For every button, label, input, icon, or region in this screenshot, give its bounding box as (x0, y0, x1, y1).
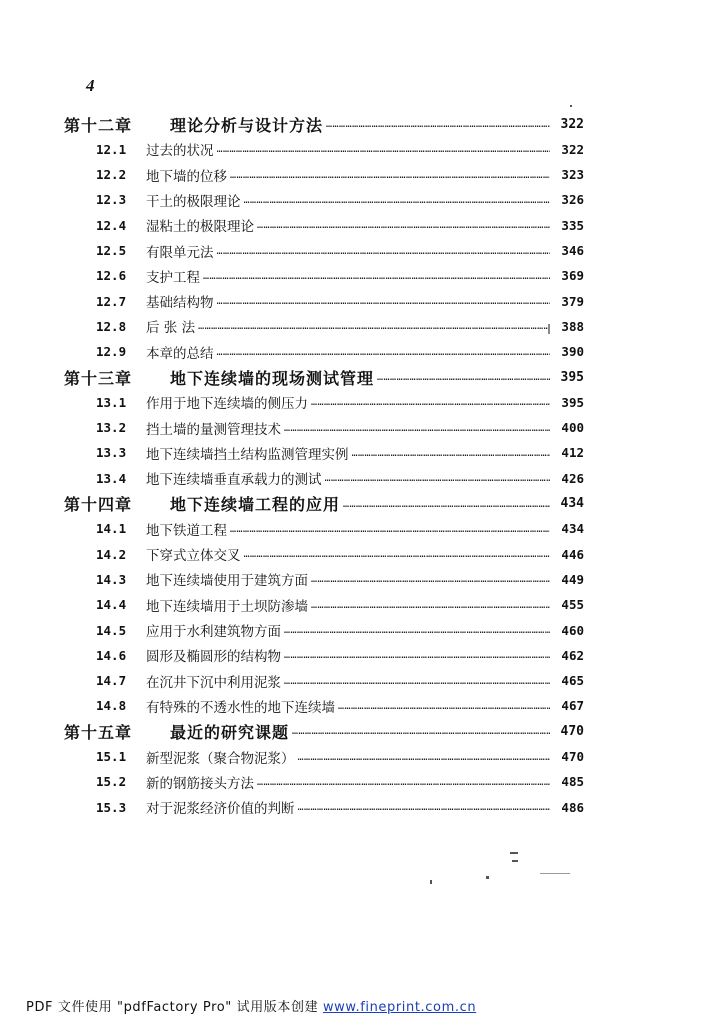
entry-page: 485 (561, 774, 584, 790)
entry-title: 后 张 法 (146, 320, 196, 337)
entry-number: 14.7 (96, 673, 127, 689)
entry-page: 323 (561, 167, 584, 183)
entry-title: 湿粘土的极限理论 (146, 219, 254, 236)
entry-title: 圆形及椭圆形的结构物 (146, 649, 281, 666)
toc-section-entry (96, 391, 584, 413)
scan-speck (540, 873, 570, 874)
entry-page: 400 (561, 420, 584, 436)
entry-number: 13.3 (96, 445, 127, 461)
dot-leader (326, 113, 550, 135)
toc-section-entry (96, 240, 584, 262)
footer-link[interactable]: www.fineprint.com.cn (322, 1000, 477, 1015)
toc-section-entry (96, 594, 584, 616)
toc-section-entry (96, 138, 584, 160)
entry-page: 335 (561, 217, 584, 233)
entry-page: 434 (560, 496, 584, 511)
entry-title: 支护工程 (146, 269, 200, 286)
dot-leader (311, 594, 550, 616)
toc-section-entry (96, 568, 584, 590)
entry-number: 12.1 (96, 141, 127, 157)
dot-leader (257, 214, 550, 236)
entry-title: 对于泥浆经济价值的判断 (146, 801, 295, 818)
entry-number: 14.2 (96, 546, 127, 562)
toc-section-entry (96, 467, 584, 489)
entry-page: 465 (561, 673, 584, 689)
toc-section-entry (96, 695, 584, 717)
toc-section-entry (96, 670, 584, 692)
entry-title: 地下连续墙用于土坝防渗墙 (146, 598, 308, 615)
entry-number: 14.6 (96, 647, 127, 663)
scan-speck (486, 876, 489, 879)
entry-number: 第十四章 (64, 495, 133, 514)
entry-number: 第十二章 (64, 115, 133, 135)
dot-leader (352, 442, 551, 464)
entry-number: 12.4 (96, 217, 127, 233)
entry-page: 388 (561, 318, 584, 334)
entry-title: 基础结构物 (146, 295, 214, 312)
entry-number: 13.4 (96, 470, 127, 486)
toc-section-entry (96, 290, 584, 312)
toc-section-entry (96, 543, 584, 565)
entry-title: 挡土墙的量测管理技术 (146, 421, 281, 438)
dot-leader (298, 796, 551, 818)
entry-number: 第十五章 (64, 722, 133, 742)
dot-leader (292, 720, 550, 742)
entry-title: 作用于地下连续墙的侧压力 (146, 396, 308, 413)
entry-title: 应用于水利建筑物方面 (146, 624, 281, 640)
dot-leader (311, 391, 550, 413)
entry-number: 14.4 (96, 597, 127, 613)
scan-speck (512, 860, 518, 862)
dot-leader (198, 315, 550, 337)
entry-number: 12.9 (96, 344, 127, 360)
toc-section-entry (96, 164, 584, 186)
entry-page: 460 (561, 622, 584, 638)
entry-title: 地下铁道工程 (146, 522, 227, 539)
dot-leader (284, 417, 550, 439)
entry-number: 13.1 (96, 394, 127, 410)
scan-speck (548, 324, 550, 334)
entry-title: 地下连续墙垂直承载力的测试 (146, 472, 322, 489)
footer-text: PDF 文件使用 "pdfFactory Pro" 试用版本创建 (26, 1000, 319, 1015)
toc-section-entry (96, 214, 584, 236)
entry-title: 地下连续墙工程的应用 (170, 495, 341, 514)
entry-title: 地下连续墙使用于建筑方面 (146, 573, 308, 590)
entry-title: 有特殊的不透水性的地下连续墙 (146, 699, 335, 716)
entry-page: 449 (561, 571, 584, 587)
entry-page: 322 (561, 141, 584, 157)
toc-section-entry (96, 417, 584, 439)
entry-title: 地下墙的位移 (146, 168, 227, 185)
entry-page: 395 (561, 394, 584, 410)
entry-number: 12.7 (96, 293, 127, 309)
dot-leader (325, 467, 551, 489)
entry-page: 434 (561, 521, 584, 537)
toc-chapter-entry (64, 720, 584, 742)
entry-page: 390 (561, 344, 584, 360)
toc-section-entry (96, 265, 584, 287)
entry-page: 395 (560, 369, 584, 385)
entry-page: 486 (561, 799, 584, 815)
toc-section-entry (96, 189, 584, 211)
entry-title: 有限单元法 (146, 244, 214, 261)
entry-page: 426 (561, 470, 584, 486)
dot-leader (230, 164, 550, 186)
pdf-footer (26, 996, 476, 1015)
entry-page: 462 (561, 647, 584, 663)
page-number: 4 (86, 76, 95, 95)
toc-chapter-entry (64, 366, 584, 388)
entry-number: 14.3 (96, 571, 127, 587)
dot-leader (217, 138, 551, 160)
entry-page: 326 (561, 192, 584, 208)
toc-chapter-entry (64, 493, 584, 515)
dot-leader (244, 543, 551, 565)
entry-number: 12.2 (96, 167, 127, 183)
entry-page: 412 (561, 445, 584, 461)
toc-section-entry (96, 746, 584, 768)
dot-leader (230, 518, 550, 540)
entry-page: 455 (561, 597, 584, 613)
entry-page: 467 (561, 698, 584, 714)
entry-number: 第十三章 (64, 368, 133, 388)
toc-section-entry (96, 341, 584, 363)
dot-leader (217, 240, 551, 262)
toc-section-entry (96, 619, 584, 641)
scan-speck (430, 880, 432, 884)
entry-number: 14.1 (96, 521, 127, 537)
entry-page: 346 (561, 243, 584, 258)
toc-section-entry (96, 315, 584, 337)
entry-number: 12.6 (96, 268, 127, 284)
entry-number: 12.5 (96, 243, 127, 258)
toc-section-entry (96, 771, 584, 793)
dot-leader (311, 568, 550, 590)
entry-number: 14.8 (96, 698, 127, 714)
entry-title: 新的钢筋接头方法 (146, 775, 254, 792)
dot-leader (217, 290, 551, 312)
dot-leader (284, 670, 550, 692)
entry-title: 地下连续墙的现场测试管理 (170, 368, 375, 388)
dot-leader (284, 644, 550, 666)
entry-page: 446 (561, 546, 584, 562)
entry-number: 15.1 (96, 749, 127, 764)
toc-section-entry (96, 644, 584, 666)
dot-leader (298, 746, 551, 768)
entry-number: 12.8 (96, 318, 127, 334)
entry-number: 14.5 (96, 622, 127, 638)
entry-number: 13.2 (96, 420, 127, 436)
toc-section-entry (96, 442, 584, 464)
entry-title: 新型泥浆（聚合物泥浆） (146, 750, 295, 767)
entry-title: 最近的研究课题 (170, 722, 290, 742)
entry-title: 本章的总结 (146, 345, 214, 362)
entry-title: 理论分析与设计方法 (170, 115, 324, 135)
dot-leader (377, 366, 550, 388)
entry-page: 369 (561, 268, 584, 284)
entry-title: 地下连续墙挡土结构监测管理实例 (146, 446, 349, 463)
scan-speck (510, 852, 518, 854)
entry-page: 379 (561, 293, 584, 309)
scan-speck (570, 105, 572, 107)
entry-title: 下穿式立体交叉 (146, 548, 241, 565)
entry-page: 470 (560, 723, 584, 739)
entry-title: 过去的状况 (146, 143, 214, 160)
dot-leader (338, 695, 550, 717)
entry-title: 干土的极限理论 (146, 193, 241, 210)
dot-leader (217, 341, 551, 363)
dot-leader (257, 771, 550, 793)
entry-title: 在沉井下沉中利用泥浆 (146, 674, 281, 691)
entry-number: 15.2 (96, 774, 127, 790)
toc-section-entry (96, 518, 584, 540)
toc-section-entry (96, 796, 584, 818)
entry-number: 15.3 (96, 799, 127, 815)
entry-number: 12.3 (96, 192, 127, 208)
dot-leader (343, 493, 550, 515)
dot-leader (284, 619, 550, 641)
entry-page: 470 (561, 749, 584, 764)
dot-leader (203, 265, 550, 287)
dot-leader (244, 189, 551, 211)
entry-page: 322 (560, 116, 584, 132)
toc-chapter-entry (64, 113, 584, 135)
